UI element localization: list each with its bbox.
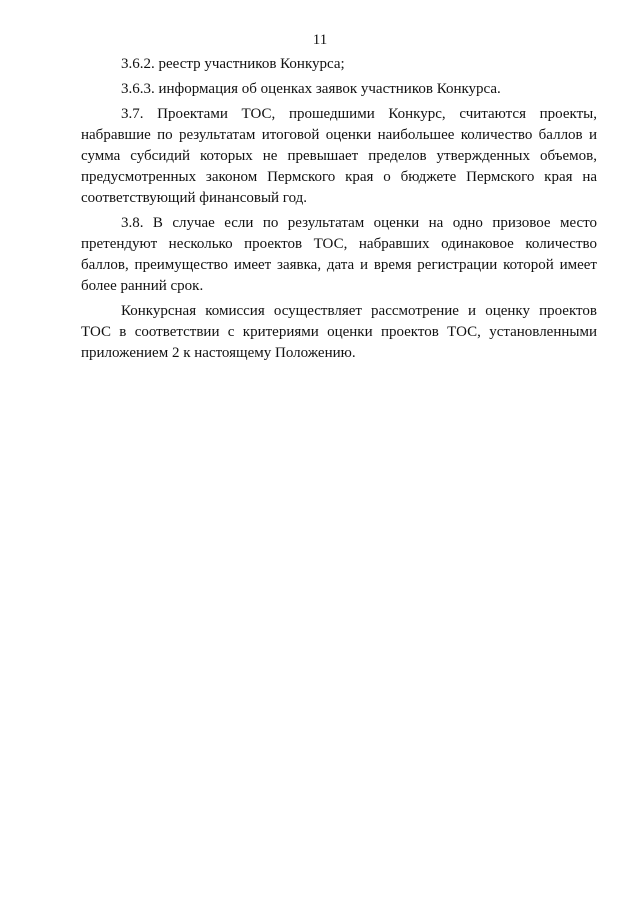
paragraph-3-8: 3.8. В случае если по результатам оценки на одно призовое место претендуют несколько проектов ТОС, набравших одинаковое количество баллов, преимущество имеет заявка, дата и время регистрации которой имеет более ранний срок. [81,215,597,294]
page-number: 11 [312,32,328,48]
paragraph-3-6-3: 3.6.3. информация об оценках заявок участников Конкурса. [121,81,501,97]
paragraph-3-6-2: 3.6.2. реестр участников Конкурса; [121,56,345,72]
document-body [81,54,597,364]
paragraph-commission: Конкурсная комиссия осуществляет рассмотрение и оценку проектов ТОС в соответствии с критериями оценки проектов ТОС, установленными приложением 2 к настоящему Положению. [81,303,597,361]
paragraph-3-7: 3.7. Проектами ТОС, прошедшими Конкурс, считаются проекты, набравшие по результатам итоговой оценки наибольшее количество баллов и сумма субсидий которых не превышает пределов утвержденных объемов, предусмотренных законом Пермского края о бюджете Пермского края на соответствующий финансовый год. [81,106,597,206]
